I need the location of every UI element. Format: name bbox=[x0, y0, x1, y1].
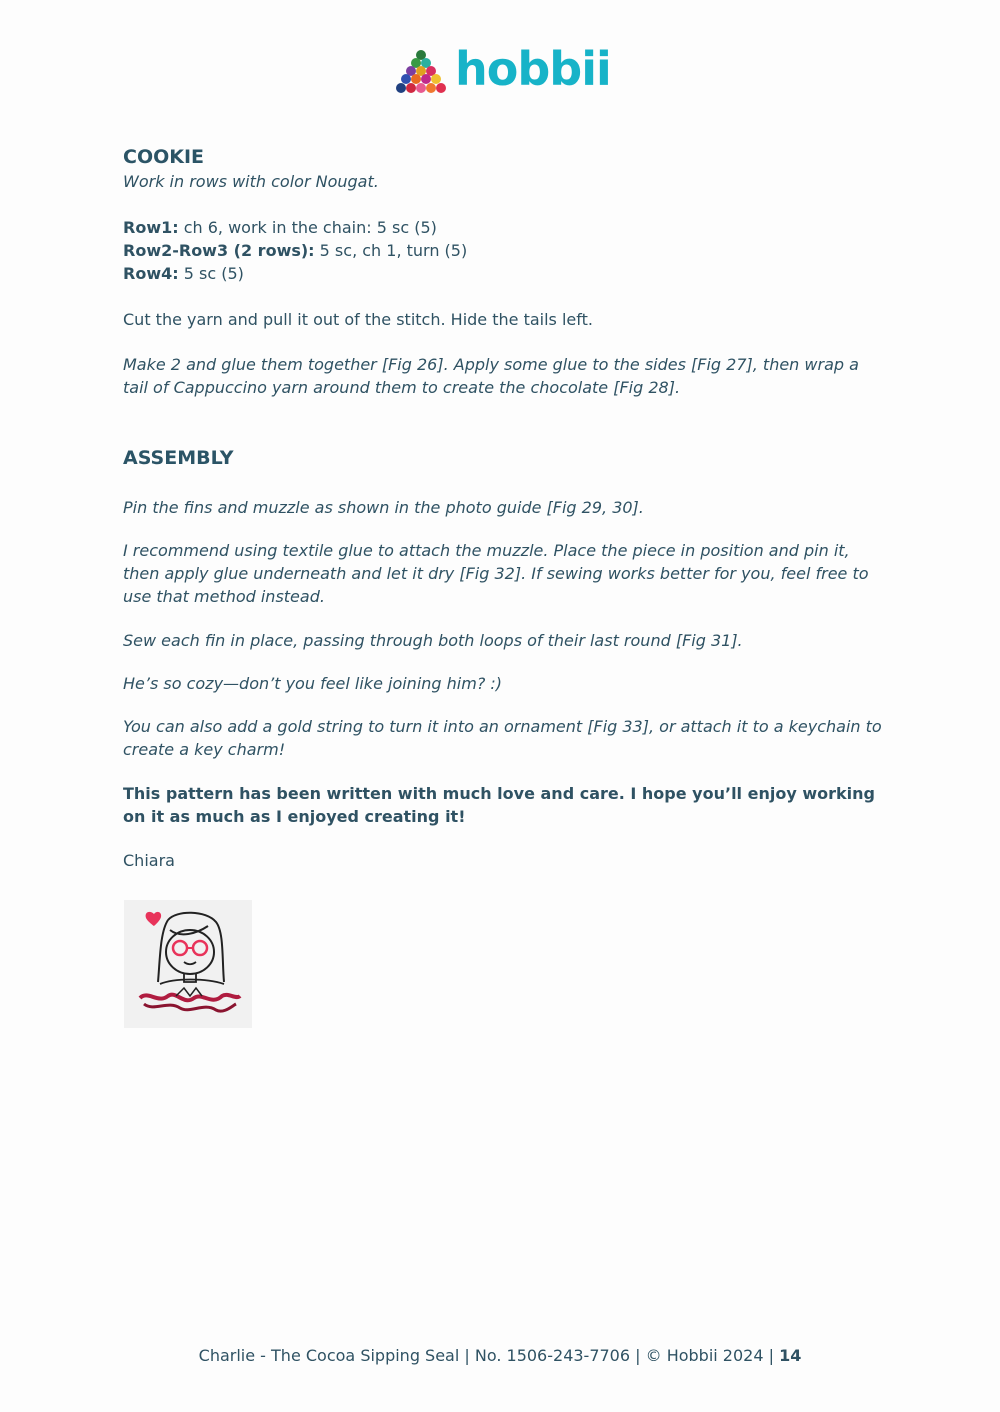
pattern-row bbox=[123, 216, 883, 239]
page-content bbox=[123, 144, 883, 872]
row-text: 5 sc (5) bbox=[178, 264, 244, 283]
closing-message: This pattern has been written with much love and care. I hope you’ll enjoy working on it as much as I enjoyed creating it! bbox=[123, 784, 875, 826]
assembly-paragraph-pin: Pin the fins and muzzle as shown in the photo guide [Fig 29, 30]. bbox=[123, 498, 644, 517]
assembly-paragraph-glue: I recommend using textile glue to attach the muzzle. Place the piece in position and pin it, then apply glue underneath and let it dry [Fig 32]. If sewing works better for you, feel free to use that method instead. bbox=[123, 541, 869, 606]
assembly-heading: ASSEMBLY bbox=[123, 447, 234, 469]
assembly-paragraph-sew: Sew each fin in place, passing through both loops of their last round [Fig 31]. bbox=[123, 631, 743, 650]
row-label: Row4: bbox=[123, 264, 179, 283]
footer-text: Charlie - The Cocoa Sipping Seal | No. 1506-243-7706 | © Hobbii 2024 | bbox=[198, 1346, 780, 1365]
row-text: ch 6, work in the chain: 5 sc (5) bbox=[178, 218, 437, 237]
author-avatar bbox=[124, 900, 252, 1028]
hobbii-logo bbox=[393, 42, 613, 98]
make-instruction: Make 2 and glue them together [Fig 26]. Apply some glue to the sides [Fig 27], then wrap a tail of Cappuccino yarn around them to create the chocolate [Fig 28]. bbox=[123, 355, 859, 397]
row-label: Row1: bbox=[123, 218, 179, 237]
cut-instruction: Cut the yarn and pull it out of the stitch. Hide the tails left. bbox=[123, 310, 593, 329]
signature: Chiara bbox=[123, 851, 175, 870]
assembly-paragraph-cozy: He’s so cozy—don’t you feel like joining him? :) bbox=[123, 674, 503, 693]
pattern-row bbox=[123, 239, 883, 262]
yarn-pile-icon bbox=[393, 49, 449, 95]
logo-wordmark: hobbii bbox=[455, 42, 611, 96]
row-text: 5 sc, ch 1, turn (5) bbox=[314, 241, 468, 260]
page-number: 14 bbox=[779, 1346, 802, 1365]
page-footer bbox=[0, 1344, 1000, 1368]
assembly-paragraph-ornament: You can also add a gold string to turn it into an ornament [Fig 33], or attach it to a keychain to create a key charm! bbox=[123, 717, 882, 759]
cookie-intro: Work in rows with color Nougat. bbox=[123, 172, 379, 191]
cookie-heading: COOKIE bbox=[123, 146, 205, 168]
pattern-row bbox=[123, 262, 883, 285]
author-doodle-illustration bbox=[124, 900, 252, 1028]
row-label: Row2-Row3 (2 rows): bbox=[123, 241, 315, 260]
